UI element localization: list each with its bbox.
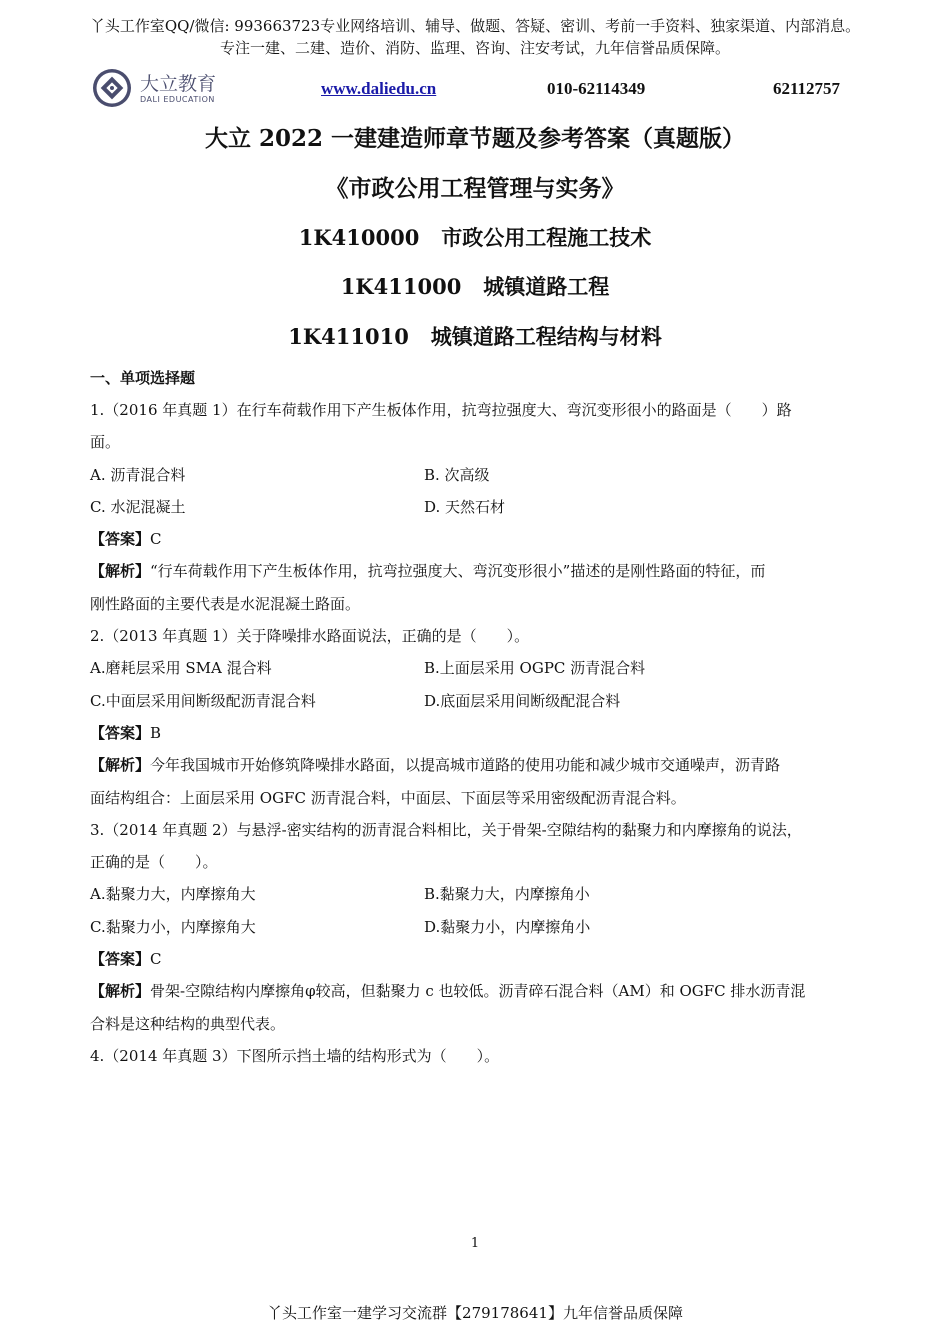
document-title: 大立 2022 一建建造师章节题及参考答案（真题版） (204, 125, 746, 152)
option-row (90, 459, 862, 491)
phone-number-1: 010-62114349 (547, 79, 646, 98)
analysis-cont: 刚性路面的主要代表是水泥混凝土路面。 (90, 594, 361, 613)
option-a: A. 沥青混合料 (90, 465, 186, 484)
option-d: D.黏聚力小，内摩擦角小 (424, 917, 591, 936)
analysis-label: 【解析】 (90, 982, 151, 1001)
analysis-label: 【解析】 (90, 756, 151, 775)
option-d: D.底面层采用间断级配混合料 (424, 691, 621, 710)
answer-label: 【答案】 (90, 723, 151, 742)
option-c: C.黏聚力小，内摩擦角大 (90, 917, 256, 936)
analysis-label: 【解析】 (90, 562, 151, 581)
option-row (90, 652, 862, 684)
answer (90, 523, 862, 555)
logo (92, 68, 216, 108)
subsection-title: 1K411010 城镇道路工程结构与材料 (288, 324, 662, 349)
option-row (90, 911, 862, 943)
section-title: 1K411000 城镇道路工程 (340, 274, 610, 299)
question-3 (90, 814, 862, 1040)
answer (90, 717, 862, 749)
phone-number-2: 62112757 (773, 79, 841, 98)
option-row (90, 491, 862, 523)
analysis-cont: 合料是这种结构的典型代表。 (90, 1014, 286, 1033)
option-b: B.上面层采用 OGPC 沥青混合料 (424, 659, 646, 678)
banner-line-2: 专注一建、二建、造价、消防、监理、咨询、注安考试，九年信誉品质保障。 (219, 39, 730, 57)
answer-label: 【答案】 (90, 950, 151, 969)
option-b: B.黏聚力大，内摩擦角小 (424, 885, 590, 904)
logo-english: DALI EDUCATION (140, 94, 215, 104)
answer-value: B (150, 723, 162, 742)
analysis (90, 749, 862, 781)
option-row (90, 685, 862, 717)
option-a: A.黏聚力大，内摩擦角大 (90, 885, 256, 904)
question-content (90, 364, 862, 1072)
question-stem: 2.（2013 年真题 1）关于降噪排水路面说法，正确的是（ ）。 (90, 627, 530, 646)
page-footer: 丫头工作室一建学习交流群【279178641】九年信誉品质保障 (267, 1304, 683, 1322)
website-link[interactable]: www.daliedu.cn (321, 79, 437, 98)
option-b: B. 次高级 (424, 465, 490, 484)
analysis (90, 975, 862, 1007)
analysis (90, 555, 862, 587)
question-2 (90, 620, 862, 814)
option-d: D. 天然石材 (424, 497, 506, 516)
option-c: C.中面层采用间断级配沥青混合料 (90, 691, 316, 710)
answer-value: C (150, 950, 162, 969)
answer-label: 【答案】 (90, 530, 151, 549)
analysis-text: 骨架-空隙结构内摩擦角φ较高，但黏聚力 c 也较低。沥青碎石混合料（AM）和 OGFC 排水沥青混 (150, 982, 806, 1001)
subject-title: 《市政公用工程管理与实务》 (325, 175, 625, 202)
question-4 (90, 1040, 862, 1072)
page-header (92, 68, 862, 112)
logo-text (140, 73, 216, 104)
analysis-text: 今年我国城市开始修筑降噪排水路面，以提高城市道路的使用功能和减少城市交通噪声，沥青路 (150, 756, 781, 775)
option-a: A.磨耗层采用 SMA 混合料 (90, 659, 272, 678)
answer-value: C (150, 530, 162, 549)
answer (90, 943, 862, 975)
section-heading: 一、单项选择题 (90, 369, 196, 387)
logo-name: 大立教育 (140, 72, 217, 95)
dali-logo-icon (92, 68, 132, 108)
question-stem: 4.（2014 年真题 3）下图所示挡土墙的结构形式为（ ）。 (90, 1046, 500, 1065)
banner-line-1: 丫头工作室QQ/微信: 993663723专业网络培训、辅导、做题、答疑、密训、考前一手资料、独家渠道、内部消息。 (89, 17, 861, 35)
top-banner (0, 15, 950, 59)
page-number: 1 (470, 1236, 480, 1251)
option-row (90, 878, 862, 910)
option-c: C. 水泥混凝土 (90, 497, 186, 516)
question-stem-cont: 面。 (90, 433, 121, 452)
question-stem-cont: 正确的是（ ）。 (90, 853, 218, 872)
analysis-text: “行车荷载作用下产生板体作用，抗弯拉强度大、弯沉变形很小”描述的是刚性路面的特征，而 (150, 562, 766, 581)
chapter-title: 1K410000 市政公用工程施工技术 (298, 225, 652, 250)
question-stem: 3.（2014 年真题 2）与悬浮-密实结构的沥青混合料相比，关于骨架-空隙结构的黏聚力和内摩擦角的说法， (90, 820, 802, 839)
analysis-cont: 面结构组合：上面层采用 OGFC 沥青混合料，中面层、下面层等采用密级配沥青混合料。 (90, 788, 686, 807)
question-stem: 1.（2016 年真题 1）在行车荷载作用下产生板体作用，抗弯拉强度大、弯沉变形很小的路面是（ ）路 (90, 401, 792, 419)
question-1 (90, 394, 862, 620)
